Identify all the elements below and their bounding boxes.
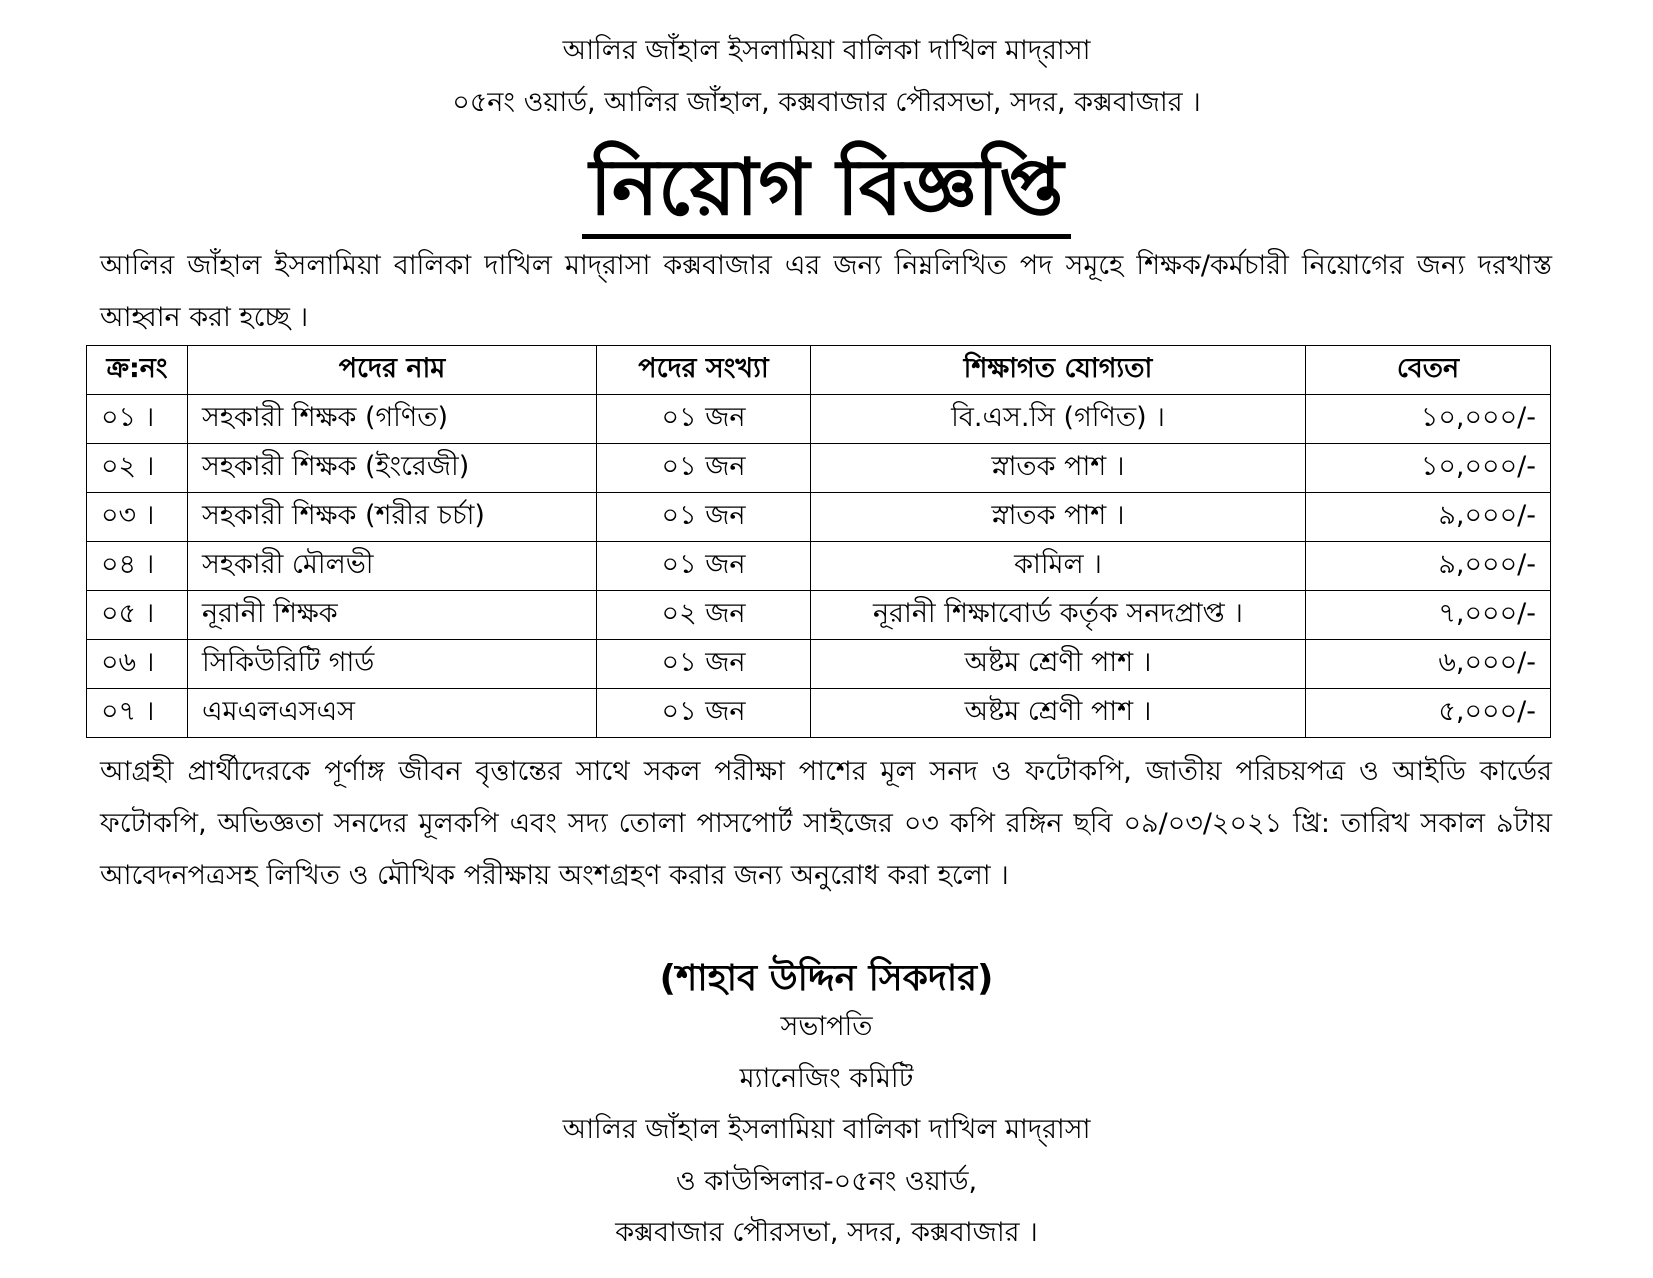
cell-salary: ৯,০০০/- (1306, 542, 1551, 591)
cell-post-count: ০১ জন (597, 444, 811, 493)
notice-title (0, 140, 1653, 239)
table-row (87, 395, 1551, 444)
cell-salary: ৫,০০০/- (1306, 689, 1551, 738)
cell-post-name: এমএলএসএস (188, 689, 597, 738)
cell-serial: ০৩ । (87, 493, 188, 542)
cell-post-name: সহকারী শিক্ষক (শরীর চর্চা) (188, 493, 597, 542)
signatory-institution: আলির জাঁহাল ইসলামিয়া বালিকা দাখিল মাদ্‌রাসা (562, 1114, 1091, 1145)
signatory-designation: সভাপতি (780, 1011, 873, 1042)
cell-qualification: অষ্টম শ্রেণী পাশ । (811, 640, 1306, 689)
table-row (87, 689, 1551, 738)
cell-post-count: ০১ জন (597, 689, 811, 738)
cell-qualification: অষ্টম শ্রেণী পাশ । (811, 689, 1306, 738)
cell-qualification: কামিল । (811, 542, 1306, 591)
cell-serial: ০৬ । (87, 640, 188, 689)
table-row (87, 591, 1551, 640)
cell-post-name: সহকারী শিক্ষক (ইংরেজী) (188, 444, 597, 493)
header-qualification: শিক্ষাগত যোগ্যতা (811, 346, 1306, 395)
cell-post-name: সহকারী শিক্ষক (গণিত) (188, 395, 597, 444)
header-salary: বেতন (1306, 346, 1551, 395)
cell-post-count: ০২ জন (597, 591, 811, 640)
cell-qualification: বি.এস.সি (গণিত) । (811, 395, 1306, 444)
cell-serial: ০৫ । (87, 591, 188, 640)
cell-post-count: ০১ জন (597, 493, 811, 542)
cell-salary: ৯,০০০/- (1306, 493, 1551, 542)
table-row (87, 444, 1551, 493)
cell-salary: ১০,০০০/- (1306, 444, 1551, 493)
table-row (87, 640, 1551, 689)
notice-title-text: নিয়োগ বিজ্ঞপ্তি (582, 142, 1072, 239)
cell-post-name: সহকারী মৌলভী (188, 542, 597, 591)
institution-name: আলির জাঁহাল ইসলামিয়া বালিকা দাখিল মাদ্‌রাসা (562, 35, 1091, 66)
cell-serial: ০২ । (87, 444, 188, 493)
institution-address: ০৫নং ওয়ার্ড, আলির জাঁহাল, কক্সবাজার পৌরসভা, সদর, কক্সবাজার । (452, 87, 1201, 118)
table-row (87, 493, 1551, 542)
cell-post-count: ০১ জন (597, 640, 811, 689)
cell-serial: ০৭ । (87, 689, 188, 738)
cell-post-count: ০১ জন (597, 542, 811, 591)
signatory-name: (শাহাব উদ্দিন সিকদার) (659, 958, 994, 999)
header-post-count: পদের সংখ্যা (597, 346, 811, 395)
table-row (87, 542, 1551, 591)
cell-post-name: নূরানী শিক্ষক (188, 591, 597, 640)
cell-salary: ৭,০০০/- (1306, 591, 1551, 640)
signatory-councillor: ও কাউন্সিলার-০৫নং ওয়ার্ড, (675, 1166, 978, 1197)
cell-salary: ৬,০০০/- (1306, 640, 1551, 689)
signatory-committee: ম্যানেজিং কমিটি (739, 1063, 914, 1094)
intro-paragraph: আলির জাঁহাল ইসলামিয়া বালিকা দাখিল মাদ্‌রাসা কক্সবাজার এর জন্য নিম্নলিখিত পদ সমূহে শিক্ষক/কর্মচারী নিয়োগের জন্য দরখাস্ত আহ্বান করা হচ্ছে । (100, 250, 1552, 333)
header-serial: ক্র:নং (87, 346, 188, 395)
cell-qualification: স্নাতক পাশ । (811, 444, 1306, 493)
cell-salary: ১০,০০০/- (1306, 395, 1551, 444)
table-header-row (87, 346, 1551, 395)
cell-post-count: ০১ জন (597, 395, 811, 444)
cell-serial: ০১ । (87, 395, 188, 444)
cell-qualification: স্নাতক পাশ । (811, 493, 1306, 542)
cell-serial: ০৪ । (87, 542, 188, 591)
posts-table (86, 345, 1551, 738)
header-post-name: পদের নাম (188, 346, 597, 395)
cell-post-name: সিকিউরিটি গার্ড (188, 640, 597, 689)
signatory-address: কক্সবাজার পৌরসভা, সদর, কক্সবাজার । (615, 1217, 1038, 1248)
cell-qualification: নূরানী শিক্ষাবোর্ড কর্তৃক সনদপ্রাপ্ত । (811, 591, 1306, 640)
instructions-paragraph: আগ্রহী প্রার্থীদেরকে পূর্ণাঙ্গ জীবন বৃত্তান্তের সাথে সকল পরীক্ষা পাশের মূল সনদ ও ফটোকপি, জাতীয় পরিচয়পত্র ও আইডি কার্ডের ফটোকপি, অভিজ্ঞতা সনদের মূলকপি এবং সদ্য তোলা পাসপোর্ট সাইজের ০৩ কপি রঙ্গিন ছবি ০৯/০৩/২০২১ খ্রি: তারিখ সকাল ৯টায় আবেদনপত্রসহ লিখিত ও মৌখিক পরীক্ষায় অংশগ্রহণ করার জন্য অনুরোধ করা হলো । (100, 756, 1552, 891)
